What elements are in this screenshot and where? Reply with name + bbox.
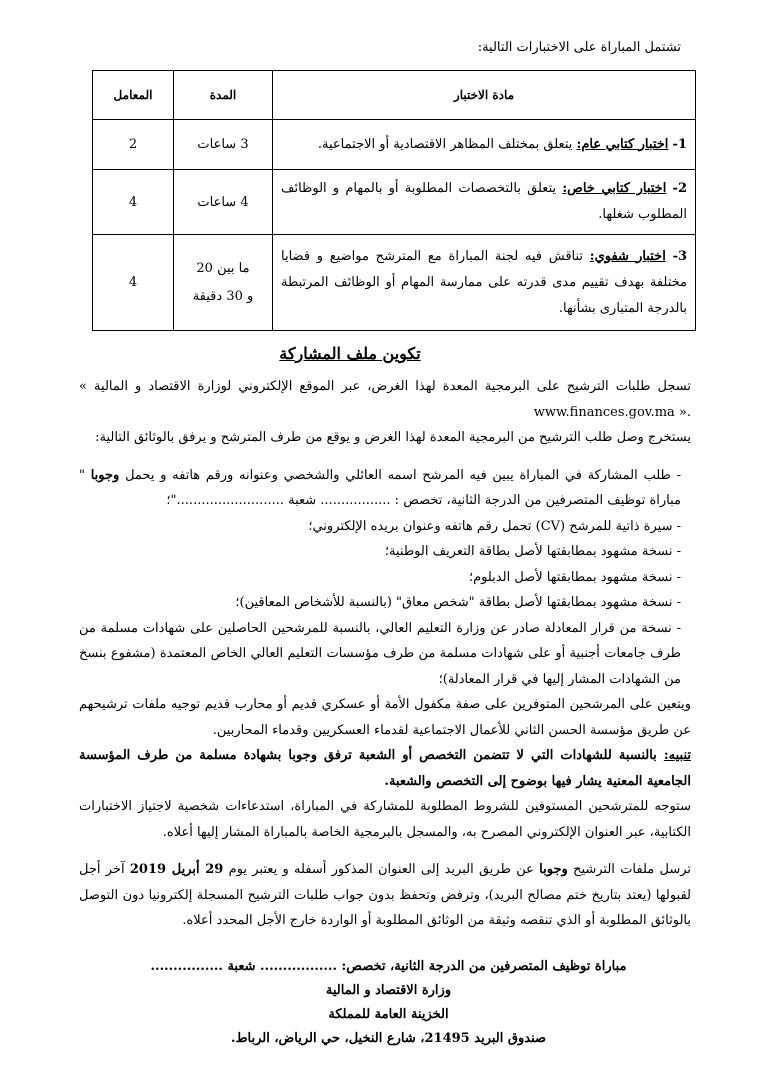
header-subject: مادة الاختبار bbox=[273, 71, 696, 120]
exam-duration: 3 ساعات bbox=[174, 120, 273, 170]
table-row bbox=[93, 170, 696, 235]
paragraph-receipt: يستخرج وصل طلب الترشيح من البرمجية المعدة لهذا الغرض و يوقع من طرف المترشح و يرفق بالوثائق التالية: bbox=[95, 430, 691, 445]
exam-duration: 4 ساعات bbox=[174, 170, 273, 235]
list-item: - نسخة من قرار المعادلة صادر عن وزارة التعليم العالي، بالنسبة للمرشحين الحاصلين على شهادات مسلمة من طرف جامعات أجنبية أو على شهادات مسلمة من طرف مؤسسات التعليم العالي الخاص المعتمدة (مشفوع بنسخ من الشهادات المشار إليها في قرار المعادلة)؛ bbox=[79, 620, 681, 687]
list-item: - نسخة مشهود بمطابقتها لأصل بطاقة التعريف الوطنية؛ bbox=[384, 544, 681, 559]
table-row bbox=[93, 235, 696, 331]
exam-subject bbox=[273, 235, 696, 331]
deadline-text: عن طريق البريد إلى العنوان المذكور أسفله و يعتبر يوم bbox=[228, 862, 534, 877]
exam-number: 3- bbox=[672, 248, 688, 264]
deadline-emphasis: وجوبا bbox=[539, 862, 568, 877]
exam-duration-line1: ما بين 20 bbox=[196, 260, 250, 276]
table-row bbox=[93, 120, 696, 170]
section-title: تكوين ملف المشاركة bbox=[279, 344, 421, 363]
table-header-row bbox=[93, 71, 696, 120]
exam-coefficient: 2 bbox=[93, 120, 174, 170]
registration-text: تسجل طلبات الترشيح على البرمجية المعدة لهذا الغرض، عبر الموقع الإلكتروني لوزارة الاقتصاد و المالية bbox=[94, 379, 691, 394]
exam-subject bbox=[273, 170, 696, 235]
deadline-date: 29 أبريل 2019 bbox=[129, 862, 224, 877]
postal-address bbox=[0, 955, 777, 1051]
paragraph-convocation: ستوجه للمترشحين المستوفين للشروط المطلوبة للمشاركة في المباراة، استدعاءات شخصية لاجتياز الاختبارات الكتابية، عبر العنوان الإلكتروني المصرح به، والمسجل بالبرمجية الخاصة بالمباراة المشار إليها أعلاه. bbox=[79, 799, 691, 840]
exam-desc: تناقش فيه لجنة المباراة مع المترشح مواضيع و قضايا مختلفة بهدف تقييم مدى قدرته على ممارسة المهام أو الوظائف المرتبطة بالدرجة المتبارى بشأنها. bbox=[281, 248, 687, 316]
header-coefficient: المعامل bbox=[93, 71, 174, 120]
address-line-ministry: وزارة الاقتصاد و المالية bbox=[325, 983, 452, 998]
exams-table bbox=[92, 70, 696, 331]
exam-desc: يتعلق بمختلف المظاهر الاقتصادية أو الاجتماعية. bbox=[317, 136, 573, 152]
exam-title: اختبار كتابي خاص: bbox=[562, 181, 667, 196]
notice-paragraph bbox=[79, 743, 691, 794]
list-item: - نسخة مشهود بمطابقتها لأصل الدبلوم؛ bbox=[468, 569, 681, 585]
exam-duration-line2: و 30 دقيقة bbox=[192, 288, 254, 304]
list-item: - نسخة مشهود بمطابقتها لأصل بطاقة "شخص معاق" (بالنسبة للأشخاص المعاقين)؛ bbox=[235, 595, 681, 610]
list-item-text: - طلب المشاركة في المباراة يبين فيه المرشح اسمه العائلي والشخصي وعنوانه ورقم هاتفه و يحمل bbox=[125, 467, 681, 483]
body-text bbox=[79, 374, 691, 934]
exam-desc: يتعلق بالتخصصات المطلوبة أو بالمهام و الوظائف المطلوب شغلها. bbox=[281, 181, 687, 222]
list-item-text: " مباراة توظيف المتصرفين من الدرجة الثانية، تخصص : ................. شعبة .........................."؛ bbox=[79, 467, 681, 508]
exam-subject bbox=[273, 120, 696, 170]
list-item-emphasis: وجوبا bbox=[90, 467, 120, 483]
list-item bbox=[79, 463, 691, 514]
exam-title: اختبار شفوي: bbox=[589, 248, 666, 264]
header-duration: المدة bbox=[174, 71, 273, 120]
finances-url: « www.finances.gov.ma ». bbox=[79, 379, 691, 420]
exam-number: 2- bbox=[672, 181, 687, 196]
exam-coefficient: 4 bbox=[93, 170, 174, 235]
address-line-competition: مباراة توظيف المتصرفين من الدرجة الثانية، تخصص: ................. شعبة ................ bbox=[150, 959, 627, 974]
address-line-po-box: صندوق البريد 21495، شارع النخيل، حي الرياض، الرباط. bbox=[230, 1031, 547, 1046]
notice-text: بالنسبة للشهادات التي لا تتضمن التخصص أو الشعبة ترفق وجوبا بشهادة مسلمة من طرف المؤسسة الجامعية المعنية يشار فيها بوضوح إلى التخصص والشعبة. bbox=[79, 748, 691, 789]
exam-coefficient: 4 bbox=[93, 235, 174, 331]
deadline-text: آخر أجل لقبولها (يعتد بتاريخ ختم مصالح البريد)، وترفض وتحفظ بدون جواب طلبات الترشيح المسجلة إلكترونيا دون التوصل بالوثائق المطلوبة أو الذي تنقصه وثيقة من الوثائق المطلوبة أو الواردة خارج الأجل المحدد أعلاه. bbox=[79, 862, 691, 928]
address-line-treasury: الخزينة العامة للمملكة bbox=[328, 1007, 449, 1022]
exam-title: اختبار كتابي عام: bbox=[576, 136, 669, 152]
paragraph-veterans: ويتعين على المرشحين المتوفرين على صفة مكفول الأمة أو عسكري قديم أو محارب قديم توجيه ملفات ترشيحهم عن طريق مؤسسة الحسن الثاني للأعمال الاجتماعية لقدماء العسكريين وقدماء المحاربين. bbox=[79, 697, 691, 738]
deadline-text: ترسل ملفات الترشيح bbox=[573, 862, 692, 877]
notice-label: تنبيه: bbox=[663, 748, 691, 763]
intro-text: تشتمل المباراة على الاختبارات التالية: bbox=[477, 40, 681, 55]
list-item: - سيرة ذاتية للمرشح (CV) تحمل رقم هاتفه وعنوان بريده الإلكتروني؛ bbox=[308, 518, 681, 534]
paragraph-deadline bbox=[79, 857, 691, 934]
exam-duration bbox=[174, 235, 273, 331]
exam-number: 1- bbox=[672, 136, 687, 152]
paragraph-registration bbox=[79, 374, 691, 425]
